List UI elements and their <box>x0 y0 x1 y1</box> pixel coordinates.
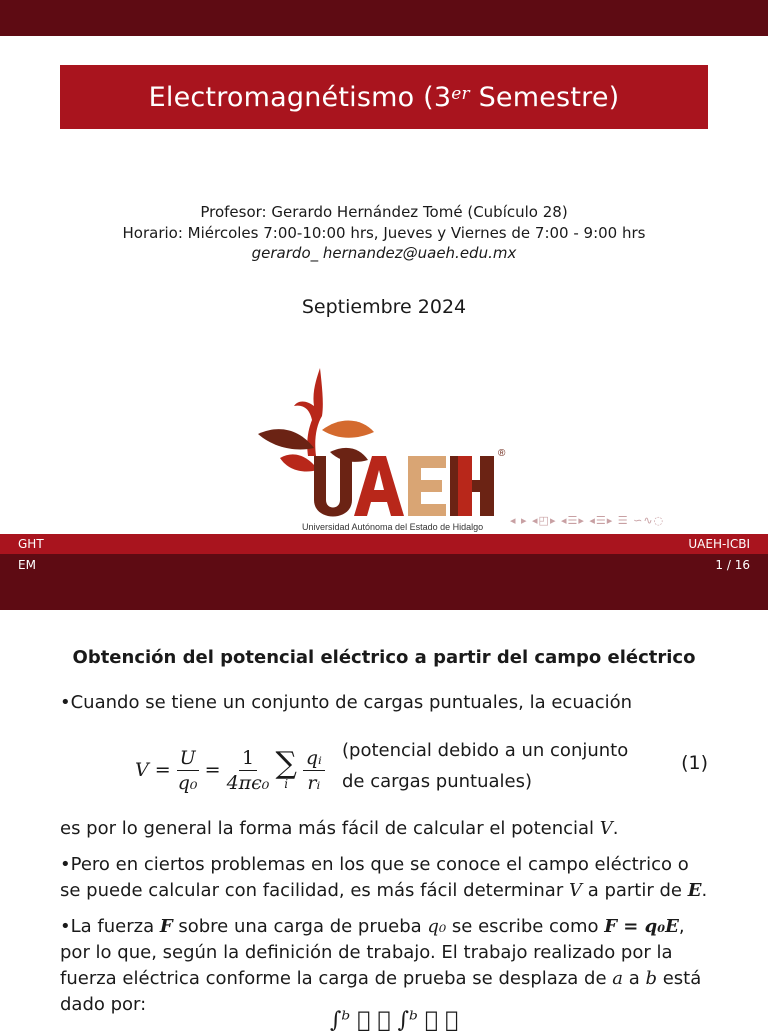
logo-leaf-right <box>322 420 374 437</box>
footer-top-bar <box>0 534 768 554</box>
paragraph-4-point-a: a <box>612 968 623 989</box>
paragraph-4-text-d: , por lo que, según la definición de trabajo. El trabajo realizado por la fuerza eléctrica conforme la carga de prueba se desplaza de <box>60 916 685 989</box>
paragraph-4-point-b: b <box>645 968 657 989</box>
eq-sum-index: i <box>284 777 289 791</box>
paragraph-3 <box>60 852 710 904</box>
paragraph-3-vector-E: E <box>687 880 702 901</box>
paragraph-4-text-b: sobre una carga de prueba <box>172 916 428 937</box>
eq-4pi-epsilon0: 4πϵ₀ <box>226 771 270 794</box>
professor-line: Profesor: Gerardo Hernández Tomé (Cubículo 28) <box>200 203 568 221</box>
email-line: gerardo_ hernandez@uaeh.edu.mx <box>251 244 517 262</box>
eq-frac-U-q0 <box>177 747 199 794</box>
footer-page-number: 1 / 16 <box>715 558 750 572</box>
eq-frac-qi-ri <box>303 747 325 794</box>
equation-1-number: (1) <box>681 752 708 774</box>
slide-title-box <box>60 65 708 129</box>
paragraph-4-text-a: •La fuerza <box>60 916 160 937</box>
slide-title: Electromagnétismo (3 <box>148 81 452 113</box>
paragraph-4-q0: q₀ <box>427 916 447 937</box>
presentation-date: Septiembre 2024 <box>301 296 467 318</box>
eq-frac-constant <box>227 747 270 794</box>
slide-title-superscript: er <box>451 84 470 104</box>
eq-q0: q₀ <box>177 771 198 794</box>
beamer-navigation-icons[interactable]: ◂ ▸ ◂◰▸ ◂☰▸ ◂☰▸ ☰ ∽∿◌ <box>510 514 665 527</box>
slide-title-tail: Semestre) <box>469 81 620 113</box>
paragraph-2 <box>60 816 710 842</box>
logo-caption: Universidad Autónoma del Estado de Hidalgo <box>302 522 484 532</box>
slide2-title: Obtención del potencial eléctrico a partir del campo eléctrico <box>72 647 696 668</box>
equation-1-note <box>342 735 628 797</box>
eq-qi: qᵢ <box>303 747 325 771</box>
eq-sum: ∑ i <box>275 746 297 791</box>
paragraph-3-end: . <box>701 880 708 901</box>
logo-letter-e <box>408 456 446 516</box>
paragraph-2-text: es por lo general la forma más fácil de calcular el potencial <box>60 818 600 839</box>
eq-ri: rᵢ <box>307 771 321 794</box>
logo-leaf-lower <box>280 454 318 471</box>
schedule-line: Horario: Miércoles 7:00-10:00 hrs, Jueves y Viernes de 7:00 - 9:00 hrs <box>122 224 646 242</box>
logo-leaf-left <box>258 429 314 449</box>
eq-V: V <box>135 759 149 781</box>
equation-1-note-line2: de cargas puntuales) <box>342 771 533 792</box>
paragraph-4-text-e: a <box>622 968 646 989</box>
paragraph-2-end: . <box>612 818 619 839</box>
eq-one: 1 <box>239 747 257 771</box>
uaeh-logo <box>250 360 512 536</box>
partial-integral-equation: ∫ᵇ ⃗ ⃗ ∫ᵇ ⃗ ⃗ <box>330 1008 459 1033</box>
footer-bottom-bar <box>0 554 768 610</box>
logo-letter-a <box>354 456 404 516</box>
logo-registered-mark: ® <box>498 448 506 459</box>
paragraph-4-force-equation: F = q₀E <box>604 916 679 937</box>
footer-short-title: EM <box>18 558 36 572</box>
equation-1-note-line1: (potencial debido a un conjunto <box>342 740 629 761</box>
logo-letter-u <box>314 456 352 517</box>
equation-1: V = $\frac{U}{\text{q₀}}$ = $\frac{1}{\text{4πϵ₀}}$ ∑ i $\frac{\text{qᵢ}}{\text{rᵢ}}$ <box>135 735 715 805</box>
paragraph-3-var: V <box>568 880 582 901</box>
paragraph-4-vector-F: F <box>159 916 173 937</box>
logo-letter-h-accent <box>458 456 472 516</box>
eq-U: U <box>177 747 199 771</box>
paragraph-4-text-f: está dado por: <box>60 968 702 1015</box>
paragraph-2-var: V <box>599 818 613 839</box>
paragraph-1: •Cuando se tiene un conjunto de cargas puntuales, la ecuación <box>60 692 633 713</box>
footer-author: GHT <box>18 537 44 551</box>
footer-institution: UAEH-ICBI <box>688 537 750 551</box>
paragraph-3-text: •Pero en ciertos problemas en los que se conoce el campo eléctrico o se puede calcular con facilidad, es más fácil determinar <box>60 854 689 901</box>
paragraph-4 <box>60 914 710 1018</box>
paragraph-4-text-c: se escribe como <box>446 916 605 937</box>
slide-header-bar <box>0 0 768 36</box>
paragraph-3-mid: a partir de <box>581 880 688 901</box>
